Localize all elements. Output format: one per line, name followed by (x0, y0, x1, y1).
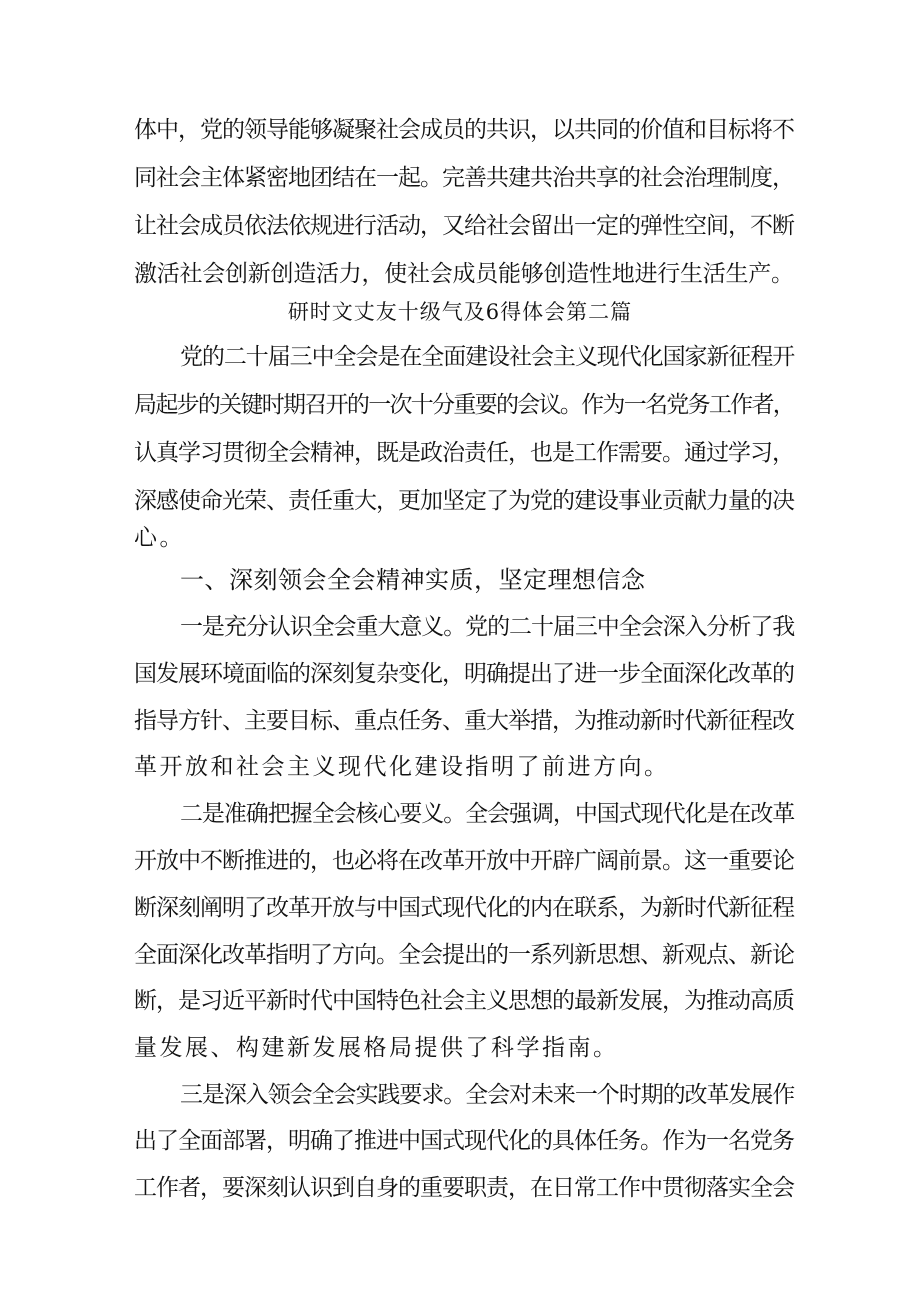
body-text-line: 心。 (134, 525, 185, 551)
body-text-line: 体中，党的领导能够凝聚社会成员的共识，以共同的价值和目标将不 (134, 117, 794, 143)
body-text-line: 指导方针、主要目标、重点任务、重大举措，为推动新时代新征程改 (134, 708, 794, 734)
body-text-line: 让社会成员依法依规进行活动，又给社会留出一定的弹性空间，不断 (134, 213, 794, 239)
body-text-line: 断深刻阐明了改革开放与中国式现代化的内在联系，为新时代新征程 (134, 895, 794, 921)
body-text-line: 全面深化改革指明了方向。全会提出的一系列新思想、新观点、新论 (134, 942, 794, 968)
body-text-line: 断，是习近平新时代中国特色社会主义思想的最新发展，为推动高质 (134, 988, 794, 1014)
body-text-line: 革开放和社会主义现代化建设指明了前进方向。 (134, 754, 670, 780)
body-text-line: 认真学习贯彻全会精神，既是政治责任，也是工作需要。通过学习， (134, 440, 794, 466)
article-title: 研时文丈友十级气及6得体会第二篇 (287, 300, 633, 324)
body-text-line: 党的二十届三中全会是在全面建设社会主义现代化国家新征程开 (180, 344, 794, 370)
body-text-line: 工作者，要深刻认识到自身的重要职责，在日常工作中贯彻落实全会 (134, 1175, 794, 1201)
section-heading: 一、深刻领会全会精神实质，坚定理想信念 (180, 566, 646, 594)
body-text-line: 二是准确把握全会核心要义。全会强调，中国式现代化是在改革 (180, 801, 794, 827)
body-text-line: 局起步的关键时期召开的一次十分重要的会议。作为一名党务工作者， (134, 392, 794, 418)
body-text-line: 一是充分认识全会重大意义。党的二十届三中全会深入分析了我 (180, 614, 794, 640)
body-text-line: 开放中不断推进的，也必将在改革开放中开辟广阔前景。这一重要论 (134, 848, 794, 874)
body-text-line: 出了全面部署，明确了推进中国式现代化的具体任务。作为一名党务 (134, 1128, 794, 1154)
body-text-line: 深感使命光荣、责任重大，更加坚定了为党的建设事业贡献力量的决 (134, 488, 794, 514)
body-text-line: 同社会主体紧密地团结在一起。完善共建共治共享的社会治理制度， (134, 165, 794, 191)
body-text-line: 国发展环境面临的深刻复杂变化，明确提出了进一步全面深化改革的 (134, 661, 794, 687)
body-text-line: 三是深入领会全会实践要求。全会对未来一个时期的改革发展作 (180, 1082, 794, 1108)
body-text-line: 量发展、构建新发展格局提供了科学指南。 (134, 1035, 619, 1061)
body-text-line: 激活社会创新创造活力，使社会成员能够创造性地进行生活生产。 (134, 261, 794, 287)
